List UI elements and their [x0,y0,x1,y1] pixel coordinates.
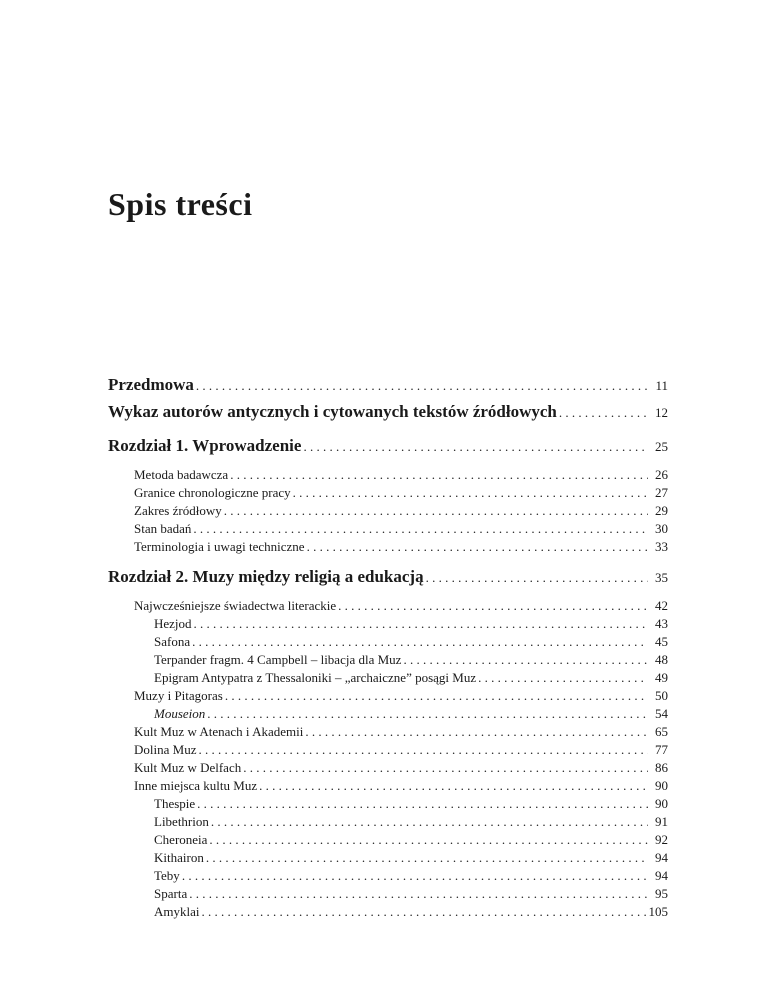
toc-subentry [108,538,668,556]
toc-subentry [108,903,668,921]
toc-entry-page: 91 [655,814,668,829]
toc-subentry [108,502,668,520]
dot-leader [197,795,648,813]
toc-entry-label: Najwcześniejsze świadectwa literackie [134,598,337,613]
toc-entry-page: 43 [655,616,668,631]
dot-leader [224,502,648,520]
dot-leader [198,741,648,759]
dot-leader [293,484,648,502]
toc-subentry [108,520,668,538]
toc-entry-label: Inne miejsca kultu Muz [134,778,258,793]
dot-leader [211,813,648,831]
dot-leader [559,399,648,426]
toc-entry-page: 42 [655,598,668,613]
toc-entry-page: 25 [655,439,668,454]
toc-subentry [108,849,668,867]
toc-entry-label: Kithairon [154,850,204,865]
dot-leader [193,520,648,538]
toc-entry-page: 90 [655,778,668,793]
dot-leader [230,466,648,484]
toc-entry-label: Teby [154,868,180,883]
toc-entry-page: 90 [655,796,668,811]
toc-entry-page: 95 [655,886,668,901]
toc-entry-page: 29 [655,503,668,518]
dot-leader [196,372,648,399]
page-title: Spis treści [108,186,253,222]
table-of-contents [108,371,668,921]
toc-entry-preface [108,371,668,398]
toc-subentry [108,723,668,741]
toc-entry-page: 30 [655,521,668,536]
toc-entry-label: Libethrion [154,814,209,829]
toc-entry-page: 35 [655,570,668,585]
toc-entry-label: Stan badań [134,521,192,536]
toc-subentry [108,615,668,633]
toc-entry-label: Epigram Antypatra z Thessaloniki – „archaiczne” posągi Muz [154,670,477,685]
toc-subentry [108,669,668,687]
toc-entry-label: Dolina Muz [134,742,197,757]
toc-entry-label: Hezjod [154,616,192,631]
toc-entry-label: Przedmowa [108,375,194,394]
dot-leader [305,723,648,741]
dot-leader [303,433,648,460]
toc-entry-page: 77 [655,742,668,757]
toc-entry-page: 12 [655,405,668,420]
dot-leader [426,564,648,591]
toc-subentry [108,633,668,651]
dot-leader [206,849,648,867]
toc-entry-page: 33 [655,539,668,554]
toc-entry-label: Terminologia i uwagi techniczne [134,539,305,554]
dot-leader [307,538,648,556]
toc-entry-label: Cheroneia [154,832,208,847]
toc-subentry [108,885,668,903]
toc-subentry [108,597,668,615]
toc-subentry [108,759,668,777]
toc-entry-page: 94 [655,868,668,883]
toc-subentry [108,867,668,885]
toc-subentry [108,831,668,849]
toc-entry-label: Sparta [154,886,188,901]
toc-subentry [108,687,668,705]
toc-entry-authors-list [108,398,668,425]
dot-leader [478,669,648,687]
toc-subentry [108,795,668,813]
toc-entry-page: 54 [655,706,668,721]
toc-subentry [108,741,668,759]
toc-entry-page: 86 [655,760,668,775]
dot-leader [207,705,648,723]
toc-entry-label: Amyklai [154,904,200,919]
toc-entry-label: Terpander fragm. 4 Campbell – libacja dla Muz [154,652,402,667]
dot-leader [225,687,648,705]
toc-entry-chapter-1 [108,432,668,459]
toc-entry-label: Granice chronologiczne pracy [134,485,291,500]
toc-entry-page: 26 [655,467,668,482]
toc-entry-chapter-2 [108,563,668,590]
toc-entry-page: 11 [655,378,668,393]
toc-subentry [108,777,668,795]
toc-entry-label: Metoda badawcza [134,467,229,482]
toc-entry-page: 27 [655,485,668,500]
dot-leader [189,885,648,903]
dot-leader [243,759,648,777]
toc-entry-label: Muzy i Pitagoras [134,688,223,703]
toc-entry-page: 48 [655,652,668,667]
toc-subentry [108,813,668,831]
dot-leader [182,867,648,885]
toc-subentry [108,705,668,723]
dot-leader [259,777,648,795]
toc-entry-page: 92 [655,832,668,847]
dot-leader [192,633,648,651]
toc-entry-page: 65 [655,724,668,739]
toc-entry-label: Kult Muz w Delfach [134,760,242,775]
toc-entry-label: Kult Muz w Atenach i Akademii [134,724,304,739]
dot-leader [209,831,648,849]
toc-entry-label: Wykaz autorów antycznych i cytowanych tekstów źródłowych [108,402,557,421]
dot-leader [202,903,647,921]
dot-leader [403,651,648,669]
toc-subentry [108,651,668,669]
toc-entry-label: Thespie [154,796,196,811]
toc-entry-page: 49 [655,670,668,685]
toc-entry-page: 45 [655,634,668,649]
toc-entry-page: 50 [655,688,668,703]
toc-entry-label: Safona [154,634,191,649]
toc-entry-page: 94 [655,850,668,865]
dot-leader [194,615,648,633]
toc-entry-label: Rozdział 2. Muzy między religią a edukacją [108,567,424,586]
toc-entry-label: Mouseion [154,706,206,721]
dot-leader [338,597,648,615]
toc-entry-label: Rozdział 1. Wprowadzenie [108,436,302,455]
toc-subentry [108,466,668,484]
toc-entry-label: Zakres źródłowy [134,503,222,518]
toc-entry-page: 105 [648,904,668,919]
toc-subentry [108,484,668,502]
